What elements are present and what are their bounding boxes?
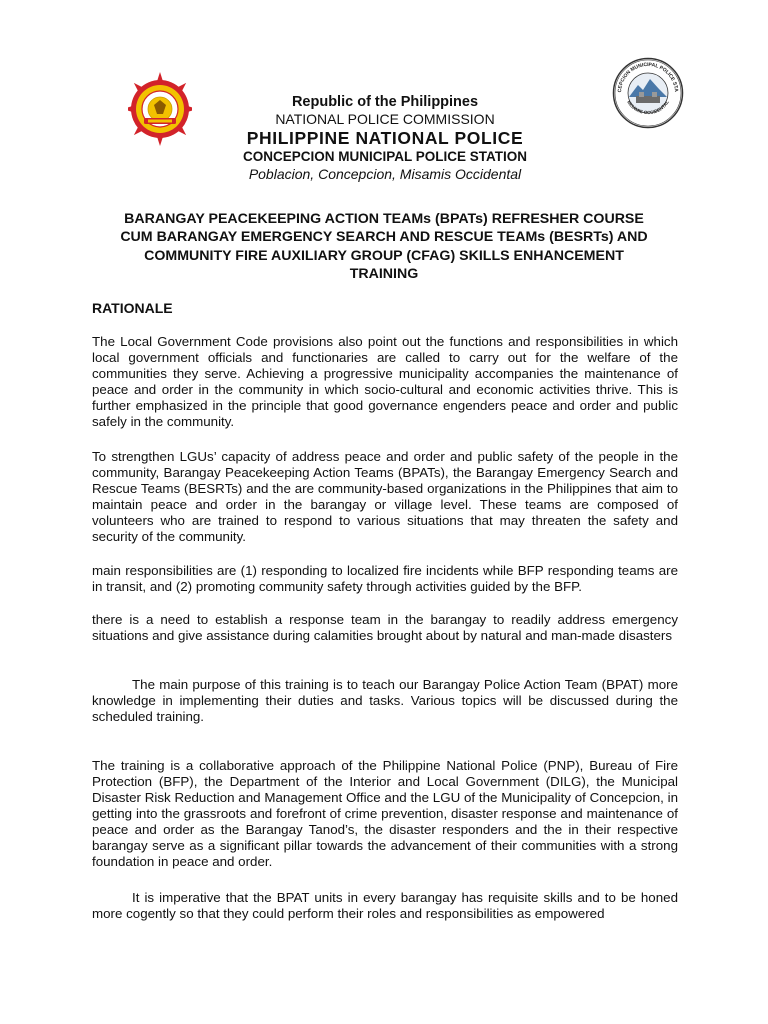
station-seal-icon [612,57,684,129]
title-line: COMMUNITY FIRE AUXILIARY GROUP (CFAG) SKILLS ENHANCEMENT [144,247,624,264]
paragraph: there is a need to establish a response team in the barangay to readily address emergency situations and give assistance during calamities brought about by natural and man-made disasters [92,612,678,643]
paragraph: The Local Government Code provisions also point out the functions and responsibilities in which local government officials and functionaries are called to carry out for the welfare of the communities they serve. Achieving a progressive municipality accompanies the maintenance of peace and order in the community in which socio-cultural and economic activities thrive. This is further emphasized in the principle that good governance engenders peace and order and public safely in the community. [92,334,678,429]
letterhead-pnp: PHILIPPINE NATIONAL POLICE [246,128,524,148]
seal-bottom-text: MISAMIS OCCIDENTAL [626,99,670,116]
letterhead-station: CONCEPCION MUNICIPAL POLICE STATION [242,149,527,164]
paragraph: The training is a collaborative approach of the Philippine National Police (PNP), Bureau of Fire Protection (BFP), the Department of the Interior and Local Government (DILG), the Municipal Disaster Risk Reduction and Management Office and the LGU of the Municipality of Concepcion, in getting into the grassroots and forefront of crime prevention, disaster response and maintenance of peace and order as the Barangay Tanod’s, the disaster responders and the in their respective barangay serve as a significant pillar towards the advancement of their communities with a strong foundation in peace and order. [92,758,678,869]
paragraph: It is imperative that the BPAT units in every barangay has requisite skills and to be honed more cogently so that they could perform their roles and responsibilities as empowered [92,890,678,921]
paragraph: To strengthen LGUs’ capacity of address peace and order and public safety of the people in the community, Barangay Peacekeeping Action Teams (BPATs), the Barangay Emergency Search and Rescue Teams (BESRTs) and the are community-based organizations in the Philippines that aim to maintain peace and order in the barangay or village level. These teams are composed of volunteers who are trained to respond to various situations that may threaten the safety and security of the community. [92,449,678,544]
paragraph: main responsibilities are (1) responding to localized fire incidents while BFP responding teams are in transit, and (2) promoting community safety through activities guided by the BFP. [92,563,678,594]
document-title [92,210,676,283]
seal-top-text: CEPCION MUNICIPAL POLICE STA [616,61,679,93]
letterhead-address: Poblacion, Concepcion, Misamis Occidental [248,166,522,182]
title-line: TRAINING [349,265,419,282]
section-heading-rationale: RATIONALE [92,300,173,316]
letterhead-republic: Republic of the Philippines [291,94,479,110]
title-line: CUM BARANGAY EMERGENCY SEARCH AND RESCUE TEAMs (BESRTs) AND [120,229,648,246]
letterhead [180,94,590,184]
paragraph: The main purpose of this training is to teach our Barangay Police Action Team (BPAT) more knowledge in implementing their duties and tasks. Various topics will be discussed during the scheduled training. [92,677,678,724]
letterhead-napolcom: NATIONAL POLICE COMMISSION [275,111,495,127]
title-line: BARANGAY PEACEKEEPING ACTION TEAMs (BPATs) REFRESHER COURSE [124,211,644,227]
